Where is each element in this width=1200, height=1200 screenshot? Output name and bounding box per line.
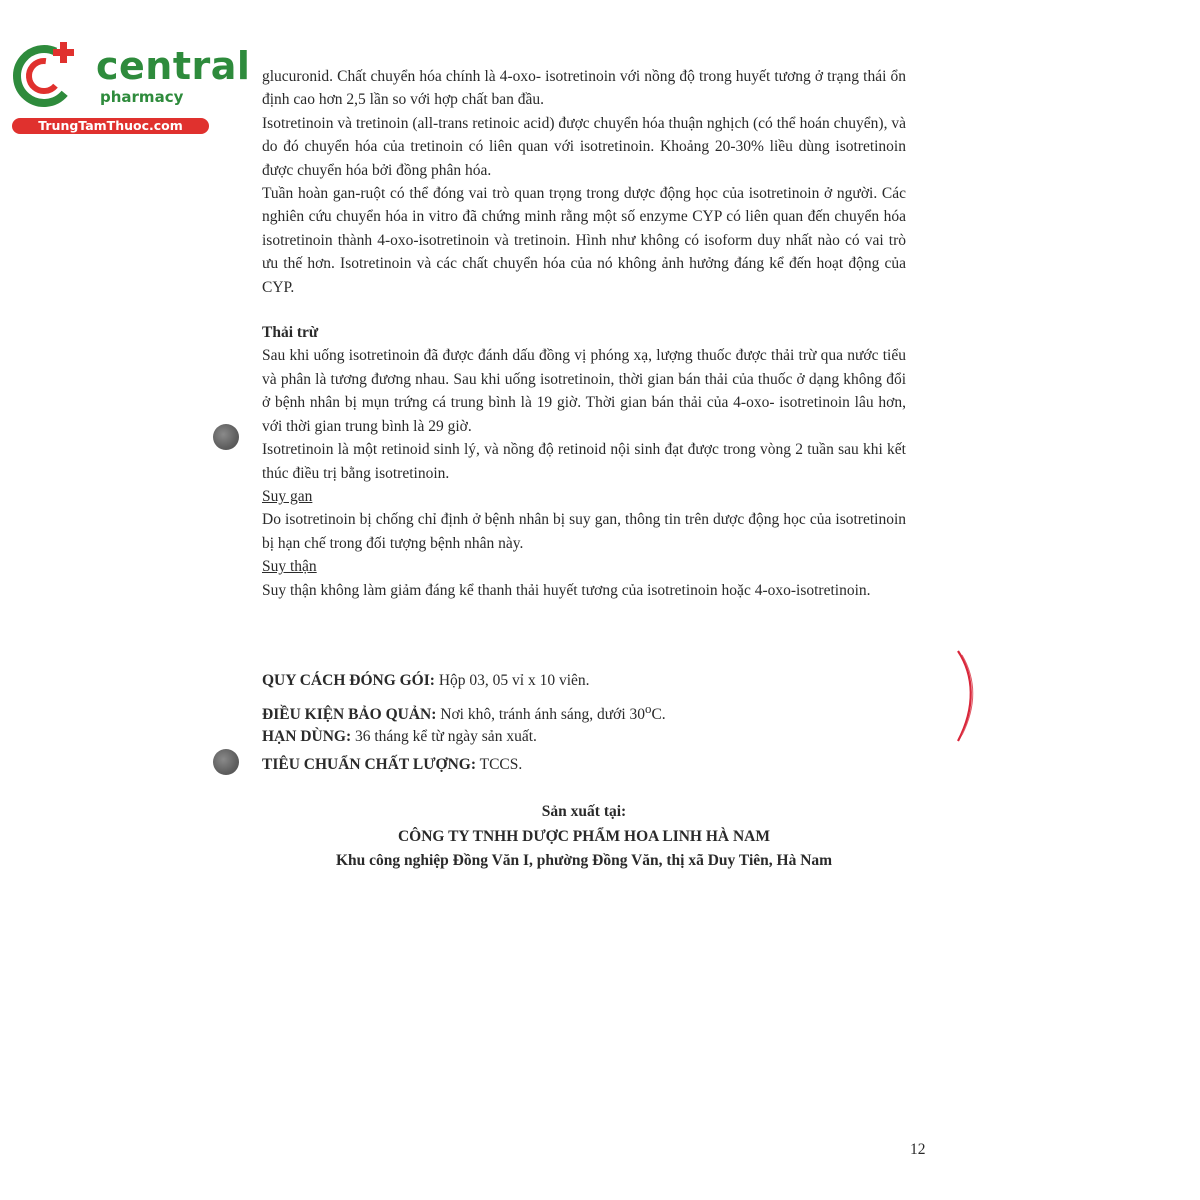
manufactured-at-label: Sản xuất tại: bbox=[541, 803, 627, 820]
spec-expiry bbox=[262, 723, 906, 751]
document-body bbox=[262, 65, 906, 602]
manufacturer-block bbox=[262, 800, 906, 874]
product-specs bbox=[262, 667, 906, 779]
spec-quality-label: TIÊU CHUẨN CHẤT LƯỢNG: bbox=[262, 756, 477, 773]
spec-expiry-value: 36 tháng kể từ ngày sản xuất. bbox=[351, 728, 537, 745]
page-number: 12 bbox=[910, 1141, 926, 1158]
spec-expiry-label: HẠN DÙNG: bbox=[262, 728, 352, 745]
subheading-kidney-impairment: Suy thận bbox=[262, 558, 317, 576]
spec-storage-unit: C. bbox=[651, 706, 666, 724]
paragraph-kidney-impairment: Suy thận không làm giảm đáng kể thanh thải huyết tương của isotretinoin hoặc 4-oxo-isotretinoin. bbox=[262, 581, 871, 599]
red-stamp-edge-icon bbox=[950, 645, 980, 745]
spec-storage-value: Nơi khô, tránh ánh sáng, dưới 30 bbox=[436, 706, 646, 724]
punch-hole-icon bbox=[213, 749, 239, 775]
central-pharmacy-logo-icon bbox=[10, 38, 82, 110]
spec-storage-label: ĐIỀU KIỆN BẢO QUẢN: bbox=[262, 706, 437, 724]
spec-packing bbox=[262, 667, 906, 695]
spec-storage-degree: o bbox=[645, 701, 652, 716]
paragraph-enterohepatic: Tuần hoàn gan-ruột có thể đóng vai trò quan trọng trong dược động học của isotretinoin ở người. Các nghiên cứu chuyển hóa in vitro đã chứng minh rằng một số enzyme CYP có liên quan đến chuyển hóa isotretinoin thành 4-oxo-isotretinoin và tretinoin. Hình như không có isoform duy nhất nào có vai trò ưu thế hơn. Isotretinoin và các chất chuyển hóa của nó không ảnh hưởng đáng kể đến hoạt động của CYP. bbox=[262, 185, 906, 296]
paragraph-isomerization: Isotretinoin và tretinoin (all-trans retinoic acid) được chuyển hóa thuận nghịch (có thể hoán chuyển), và do đó chuyển hóa của tretinoin có liên quan với isotretinoin. Khoảng 20-30% liều dùng isotretinoin được chuyển hóa bởi đồng phân hóa. bbox=[262, 114, 906, 179]
manufacturer-company: CÔNG TY TNHH DƯỢC PHẨM HOA LINH HÀ NAM bbox=[397, 827, 770, 845]
logo-subtitle: pharmacy bbox=[100, 88, 184, 106]
paragraph-retinoid: Isotretinoin là một retinoid sinh lý, và nồng độ retinoid nội sinh đạt được trong vòng 2 tuần sau khi kết thúc điều trị bằng isotretinoin. bbox=[262, 441, 906, 482]
spec-packing-value: Hộp 03, 05 vỉ x 10 viên. bbox=[434, 672, 590, 689]
punch-hole-icon bbox=[213, 424, 239, 450]
manufacturer-address: Khu công nghiệp Đồng Văn I, phường Đồng Văn, thị xã Duy Tiên, Hà Nam bbox=[335, 852, 833, 869]
spec-packing-label: QUY CÁCH ĐÓNG GÓI: bbox=[262, 672, 435, 689]
spec-storage bbox=[262, 695, 906, 723]
paragraph-liver-impairment: Do isotretinoin bị chống chỉ định ở bệnh nhân bị suy gan, thông tin trên dược động học của isotretinoin bị hạn chế trong đối tượng bệnh nhân này. bbox=[262, 511, 906, 552]
logo-website-badge: TrungTamThuoc.com bbox=[12, 118, 209, 134]
subheading-liver-impairment: Suy gan bbox=[262, 487, 313, 505]
heading-elimination: Thải trừ bbox=[262, 324, 319, 342]
spec-quality-value: TCCS. bbox=[476, 756, 523, 773]
central-pharmacy-logo bbox=[10, 38, 251, 138]
paragraph-elimination: Sau khi uống isotretinoin đã được đánh dấu đồng vị phóng xạ, lượng thuốc được thải trừ qua nước tiểu và phân là tương đương nhau. Sau khi uống isotretinoin, thời gian bán thải của thuốc ở dạng không đổi ở bệnh nhân bị mụn trứng cá trung bình là 19 giờ. Thời gian bán thải của 4-oxo- isotretinoin lâu hơn, với thời gian trung bình là 29 giờ. bbox=[262, 347, 906, 435]
spec-quality bbox=[262, 751, 906, 779]
paragraph-metabolite: glucuronid. Chất chuyển hóa chính là 4-oxo- isotretinoin với nồng độ trong huyết tương ở trạng thái ổn định cao hơn 2,5 lần so với hợp chất ban đầu. bbox=[262, 68, 906, 109]
logo-brand-name: central bbox=[96, 44, 251, 88]
